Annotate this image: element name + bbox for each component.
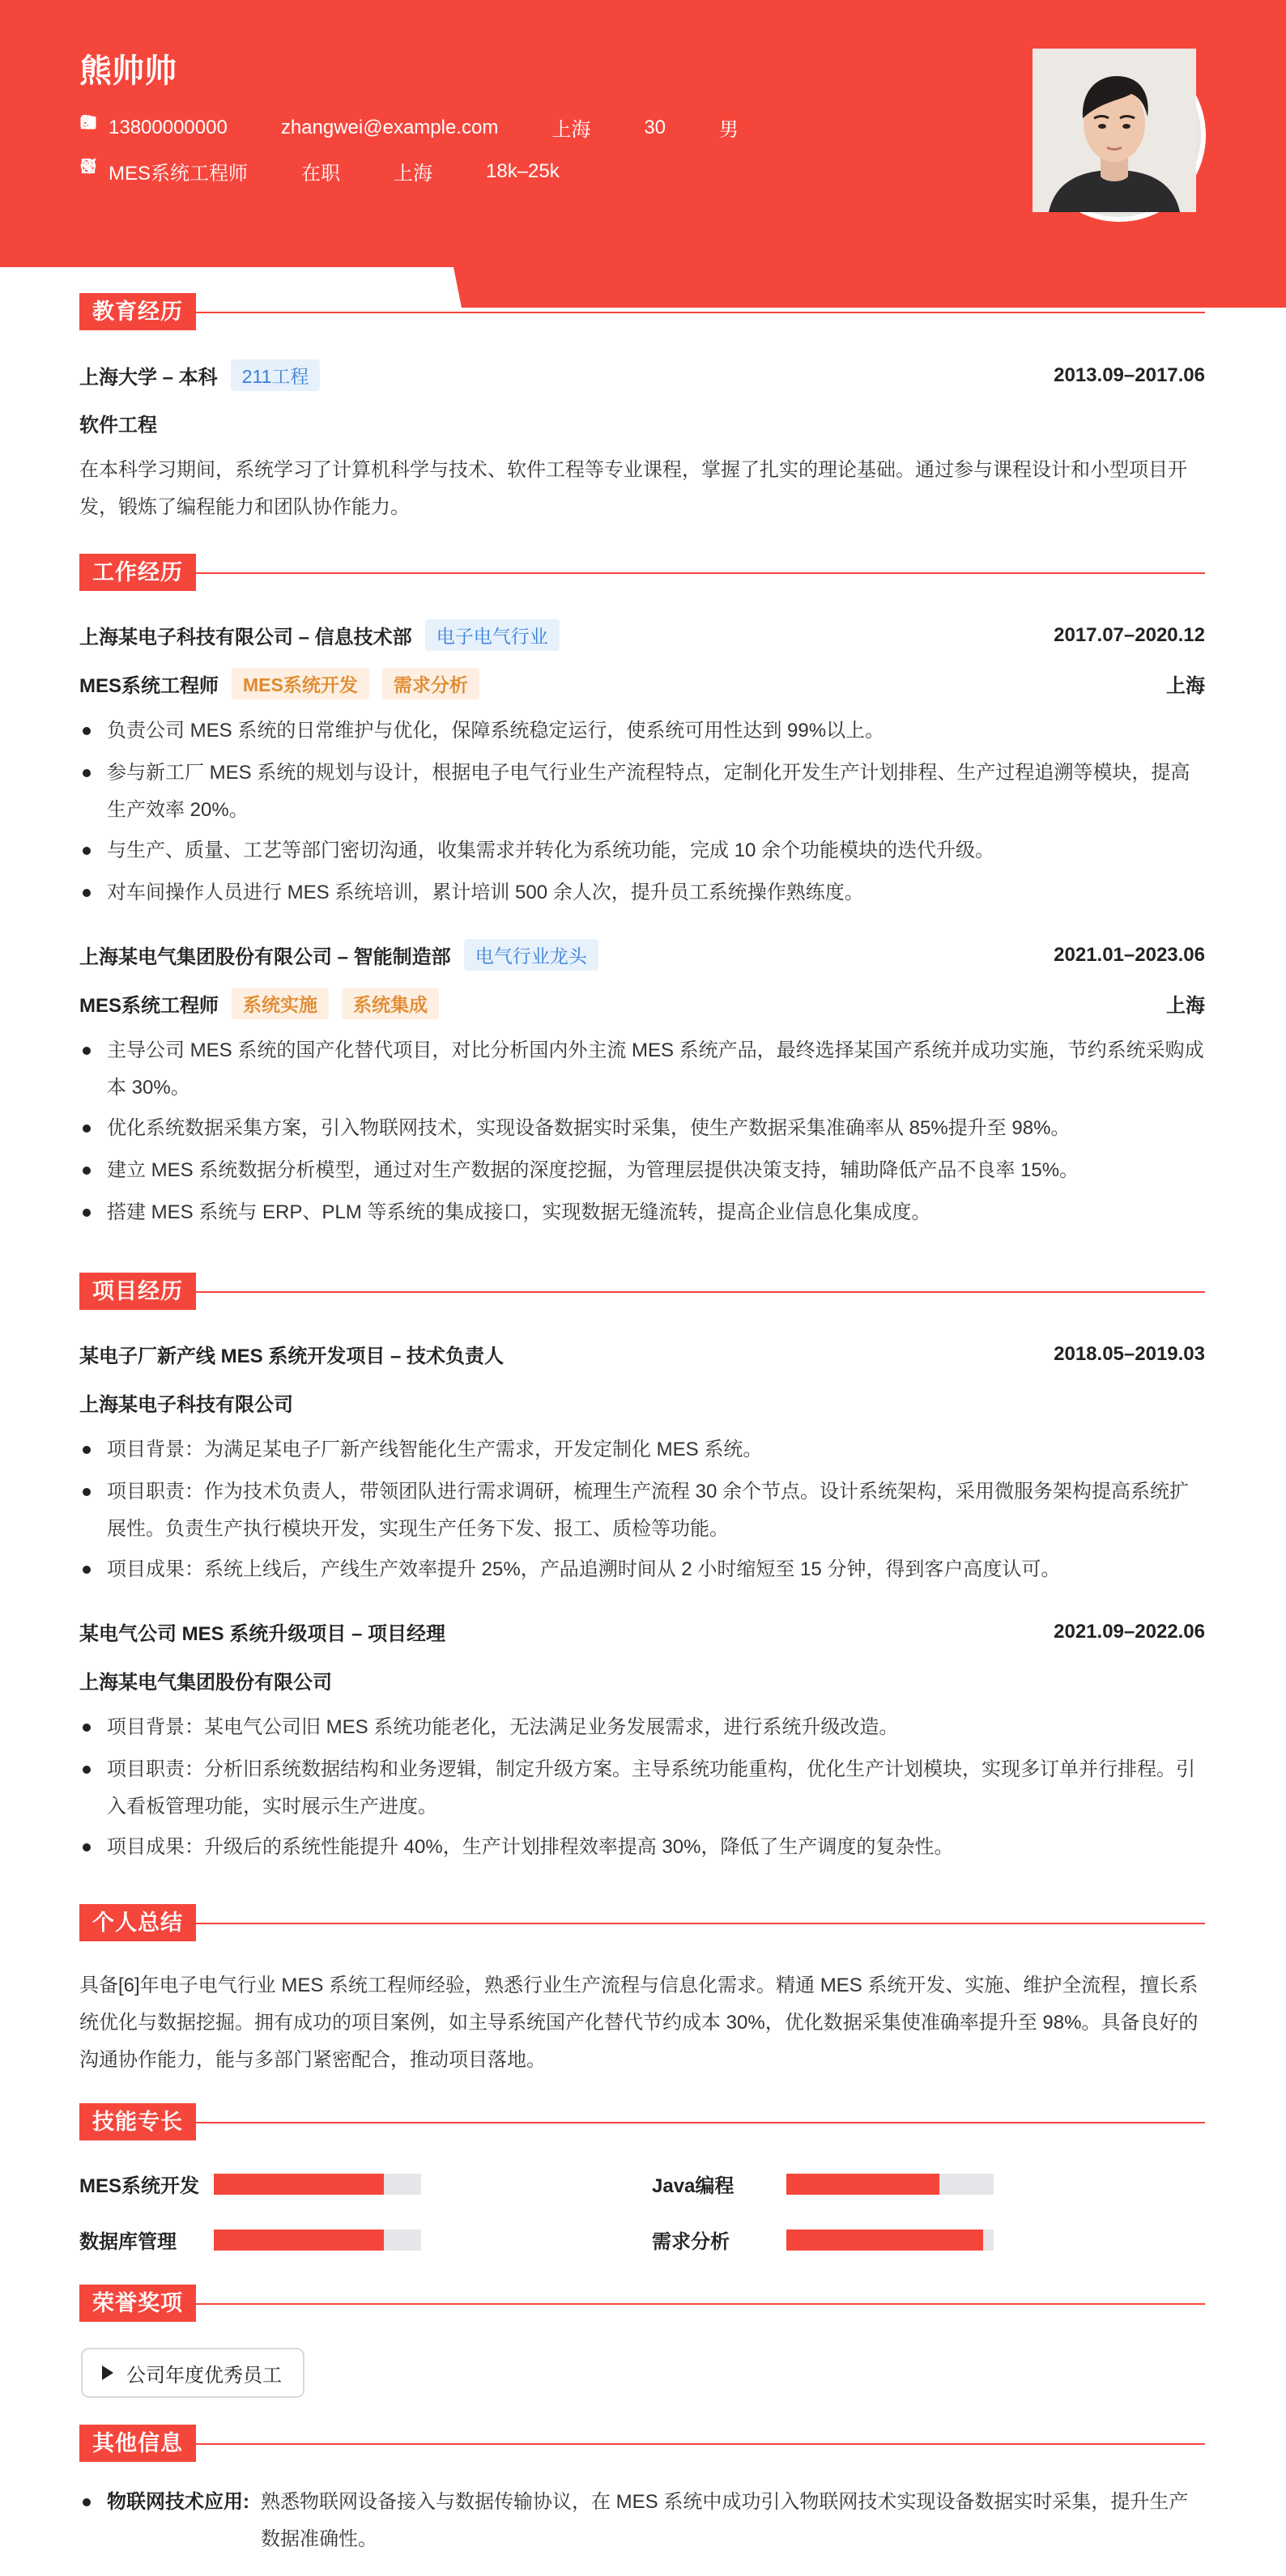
work-1-role-row — [79, 668, 1205, 699]
project-2-company-row — [79, 1666, 1205, 1694]
skill-item — [652, 2170, 994, 2198]
section-divider — [196, 2122, 1205, 2123]
skill-name: 数据库管理 — [79, 2231, 177, 2253]
city-info — [522, 113, 590, 142]
education-header — [79, 359, 1205, 391]
gender-info — [690, 113, 739, 142]
section-other — [79, 2425, 1205, 2462]
skill-tag: MES系统开发 — [232, 668, 369, 699]
work-bullet: 对车间操作人员进行 MES 系统培训，累计培训 500 余人次，提升员工系统操作熟练度。 — [79, 874, 1205, 912]
award-text: 公司年度优秀员工 — [126, 2364, 282, 2387]
other-info-label: 物联网技术应用: — [79, 2484, 261, 2558]
skill-name: Java编程 — [652, 2175, 735, 2197]
industry-tag: 电子电气行业 — [425, 619, 560, 651]
skill-bar — [214, 2230, 421, 2251]
contact-row — [79, 113, 763, 142]
section-projects — [79, 1273, 1205, 1310]
skill-bar — [786, 2230, 994, 2251]
section-education — [79, 293, 1205, 330]
avatar — [1033, 49, 1206, 222]
company-name: 上海某电气集团股份有限公司 – 智能制造部 — [79, 946, 451, 968]
work-2-header — [79, 939, 1205, 971]
skill-tag: 需求分析 — [382, 668, 479, 699]
section-title-education: 教育经历 — [79, 293, 196, 330]
work-bullet: 参与新工厂 MES 系统的规划与设计，根据电子电气行业生产流程特点，定制化开发生产计划排程、生产过程追溯等模块，提高生产效率 20%。 — [79, 755, 1205, 829]
project-bullet: 项目职责：作为技术负责人，带领团队进行需求调研，梳理生产流程 30 余个节点。设计系统架构，采用微服务架构提高系统扩展性。负责生产执行模块开发，实现生产任务下发、报工、质检等功能。 — [79, 1473, 1205, 1548]
skill-bar-fill — [214, 2174, 384, 2195]
section-divider — [196, 312, 1205, 313]
education-date: 2013.09–2017.06 — [1054, 363, 1205, 386]
industry-tag: 电气行业龙头 — [464, 939, 598, 971]
project-bullet: 项目成果：系统上线后，产线生产效率提升 25%，产品追溯时间从 2 小时缩短至 15 分钟，得到客户高度认可。 — [79, 1551, 1205, 1588]
work-location: 上海 — [1166, 675, 1205, 697]
project-bullet: 项目背景：为满足某电子厂新产线智能化生产需求，开发定制化 MES 系统。 — [79, 1431, 1205, 1469]
major: 软件工程 — [79, 414, 157, 436]
section-summary — [79, 1904, 1205, 1941]
skill-bar — [786, 2174, 994, 2195]
work-1-header — [79, 619, 1205, 651]
summary-text: 具备[6]年电子电气行业 MES 系统工程师经验，熟悉行业生产流程与信息化需求。精通 MES 系统开发、实施、维护全流程，擅长系统优化与数据挖掘。拥有成功的项目案例，如主导系统国产化替代节约成本 30%，优化数据采集使准确率提升至 98%。具备良好的沟通协作能力，能与多部门紧密配合，推动项目落地。 — [79, 1975, 1199, 2071]
section-awards — [79, 2285, 1205, 2322]
work-date: 2021.01–2023.06 — [1054, 943, 1205, 966]
age-info — [615, 117, 666, 139]
project-1-company-row — [79, 1388, 1205, 1417]
project-company: 上海某电子科技有限公司 — [79, 1394, 293, 1416]
cake-icon — [615, 119, 632, 137]
project-bullet: 项目背景：某电气公司旧 MES 系统功能老化，无法满足业务发展需求，进行系统升级改造。 — [79, 1709, 1205, 1746]
status-text: 在职 — [301, 163, 341, 185]
status-icon — [272, 163, 290, 181]
resume-header — [0, 0, 1286, 308]
job-text: MES系统工程师 — [109, 163, 249, 185]
project-bullet: 项目职责：分析旧系统数据结构和业务逻辑，制定升级方案。主导系统功能重构，优化生产计划模块，实现多订单并行排程。引入看板管理功能，实时展示生产进度。 — [79, 1751, 1205, 1826]
project-date: 2021.09–2022.06 — [1054, 1620, 1205, 1643]
other-info-text: 熟悉物联网设备接入与数据传输协议，在 MES 系统中成功引入物联网技术实现设备数据实时采集，提升生产数据准确性。 — [261, 2491, 1189, 2550]
salary-text: 18k–25k — [486, 159, 560, 182]
education-major-row — [79, 409, 1205, 437]
section-title-projects: 项目经历 — [79, 1273, 196, 1310]
education-description: 在本科学习期间，系统学习了计算机科学与技术、软件工程等专业课程，掌握了扎实的理论基础。通过参与课程设计和小型项目开发，锻炼了编程能力和团队协作能力。 — [79, 459, 1187, 518]
section-divider — [196, 1291, 1205, 1293]
work-city-info — [364, 157, 432, 185]
section-title-awards: 荣誉奖项 — [79, 2285, 196, 2322]
email-text: zhangwei@example.com — [280, 116, 499, 138]
work-location: 上海 — [1166, 995, 1205, 1017]
phone-text: 13800000000 — [109, 116, 228, 138]
money-icon — [457, 163, 475, 181]
work-bullet: 主导公司 MES 系统的国产化替代项目，对比分析国内外主流 MES 系统产品，最终选择某国产系统并成功实施，节约系统采购成本 30%。 — [79, 1032, 1205, 1107]
project-title: 某电子厂新产线 MES 系统开发项目 – 技术负责人 — [79, 1345, 505, 1367]
email-info — [252, 117, 499, 139]
other-info-item — [79, 2484, 1205, 2558]
mail-icon — [252, 119, 270, 137]
work-bullet: 建立 MES 系统数据分析模型，通过对生产数据的深度挖掘，为管理层提供决策支持，辅助降低产品不良率 15%。 — [79, 1152, 1205, 1189]
project-bullet: 项目成果：升级后的系统性能提升 40%，生产计划排程效率提高 30%，降低了生产调度的复杂性。 — [79, 1829, 1205, 1866]
salary-info — [457, 160, 560, 183]
city-text: 上海 — [551, 119, 591, 141]
work-bullet: 负责公司 MES 系统的日常维护与优化，保障系统稳定运行，使系统可用性达到 99%以上。 — [79, 712, 1205, 750]
avatar-portrait — [1037, 53, 1196, 212]
age-text: 30 — [644, 116, 666, 138]
section-divider — [196, 2443, 1205, 2445]
section-title-other: 其他信息 — [79, 2425, 196, 2462]
job-role: MES系统工程师 — [79, 675, 219, 697]
section-title-summary: 个人总结 — [79, 1904, 196, 1941]
work-city-text: 上海 — [394, 163, 433, 185]
building-icon — [364, 163, 382, 181]
work-bullet: 与生产、质量、工艺等部门密切沟通，收集需求并转化为系统功能，完成 10 余个功能模块的迭代升级。 — [79, 832, 1205, 869]
candidate-name: 熊帅帅 — [79, 53, 177, 89]
skill-item — [652, 2225, 994, 2254]
section-title-work: 工作经历 — [79, 554, 196, 591]
project-company: 上海某电气集团股份有限公司 — [79, 1672, 332, 1694]
school-tag: 211工程 — [231, 359, 321, 391]
section-divider — [196, 1923, 1205, 1924]
section-divider — [196, 572, 1205, 574]
company-name: 上海某电子科技有限公司 – 信息技术部 — [79, 627, 412, 648]
status-info — [272, 157, 340, 185]
gender-icon — [690, 119, 708, 137]
project-1-header — [79, 1340, 1205, 1368]
section-divider — [196, 2303, 1205, 2305]
skill-tag: 系统实施 — [232, 988, 329, 1019]
gender-text: 男 — [719, 119, 739, 141]
skill-item — [79, 2170, 421, 2198]
award-item — [81, 2348, 304, 2398]
skill-name: 需求分析 — [652, 2231, 730, 2253]
school-name: 上海大学 – 本科 — [79, 367, 218, 389]
skill-name: MES系统开发 — [79, 2175, 200, 2197]
skill-tag: 系统集成 — [342, 988, 439, 1019]
project-date: 2018.05–2019.03 — [1054, 1342, 1205, 1365]
section-work — [79, 554, 1205, 591]
skill-item — [79, 2225, 421, 2254]
phone-info — [79, 117, 228, 139]
work-bullet: 搭建 MES 系统与 ERP、PLM 等系统的集成接口，实现数据无缝流转，提高企业信息化集成度。 — [79, 1194, 1205, 1231]
job-info — [79, 157, 248, 185]
job-role: MES系统工程师 — [79, 995, 219, 1017]
home-icon — [522, 119, 540, 137]
skill-bar-fill — [786, 2174, 939, 2195]
project-2-header — [79, 1617, 1205, 1646]
section-title-skills: 技能专长 — [79, 2103, 196, 2140]
work-bullet: 优化系统数据采集方案，引入物联网技术，实现设备数据实时采集，使生产数据采集准确率从 85%提升至 98%。 — [79, 1110, 1205, 1147]
triangle-icon — [102, 2366, 113, 2380]
work-date: 2017.07–2020.12 — [1054, 623, 1205, 646]
work-2-role-row — [79, 988, 1205, 1019]
section-skills — [79, 2103, 1205, 2140]
skill-bar — [214, 2174, 421, 2195]
skill-bar-fill — [786, 2230, 983, 2251]
job-intent-row — [79, 157, 584, 185]
skill-bar-fill — [214, 2230, 384, 2251]
project-title: 某电气公司 MES 系统升级项目 – 项目经理 — [79, 1623, 446, 1645]
